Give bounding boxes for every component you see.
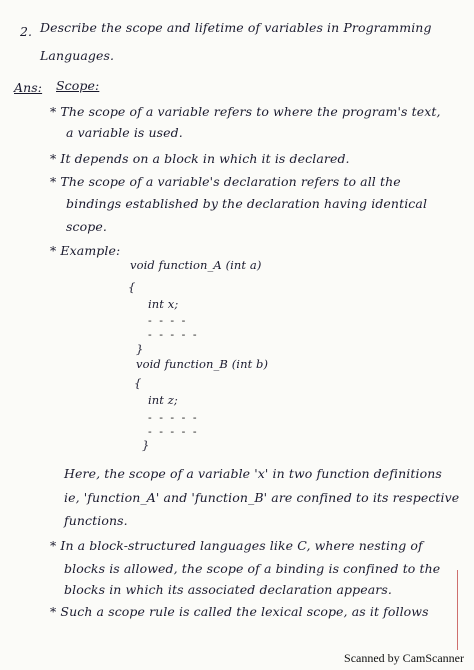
point-1-line-2: a variable is used.	[66, 125, 183, 140]
point-3-line-1: * The scope of a variable's declaration refers to all the	[50, 174, 401, 189]
code-placeholder-dashes: - - - - -	[148, 425, 199, 438]
point-4-line-2: blocks is allowed, the scope of a binding is confined to the	[64, 561, 441, 576]
point-3-line-3: scope.	[66, 219, 107, 234]
code-function-a-open-brace: {	[128, 280, 136, 294]
code-function-a-declaration: int x;	[148, 297, 179, 311]
question-line-2: Languages.	[40, 48, 115, 63]
code-function-b-declaration: int z;	[148, 393, 178, 407]
point-2-line-1: * It depends on a block in which it is declared.	[50, 151, 350, 166]
explanation-line-3: functions.	[64, 513, 128, 528]
page-edge-line	[457, 570, 458, 650]
explanation-line-2: ie, 'function_A' and 'function_B' are confined to its respective	[64, 490, 460, 505]
question-number: 2.	[20, 24, 33, 39]
point-1-line-1: * The scope of a variable refers to where the program's text,	[50, 104, 441, 119]
point-3-line-2: bindings established by the declaration having identical	[66, 196, 428, 211]
code-placeholder-dashes: - - - - -	[148, 411, 199, 424]
point-4-line-1: * In a block-structured languages like C, where nesting of	[50, 538, 423, 553]
question-line-1: Describe the scope and lifetime of variables in Programming	[40, 20, 432, 35]
code-placeholder-dashes: - - - - -	[148, 328, 199, 341]
code-function-b-close-brace: }	[142, 438, 150, 452]
explanation-line-1: Here, the scope of a variable 'x' in two function definitions	[64, 466, 442, 481]
code-function-b-signature: void function_B (int b)	[136, 357, 269, 371]
scanner-watermark: Scanned by CamScanner	[344, 651, 464, 665]
point-5-line-1: * Such a scope rule is called the lexical scope, as it follows	[50, 604, 429, 619]
point-4-line-3: blocks in which its associated declaration appears.	[64, 582, 392, 597]
example-label: * Example:	[50, 243, 121, 258]
code-function-b-open-brace: {	[134, 376, 142, 390]
code-placeholder-dashes: - - - -	[148, 314, 188, 327]
code-function-a-signature: void function_A (int a)	[130, 258, 262, 272]
answer-label: Ans:	[14, 80, 43, 95]
code-function-a-close-brace: }	[136, 342, 144, 356]
scope-heading: Scope:	[56, 78, 100, 93]
